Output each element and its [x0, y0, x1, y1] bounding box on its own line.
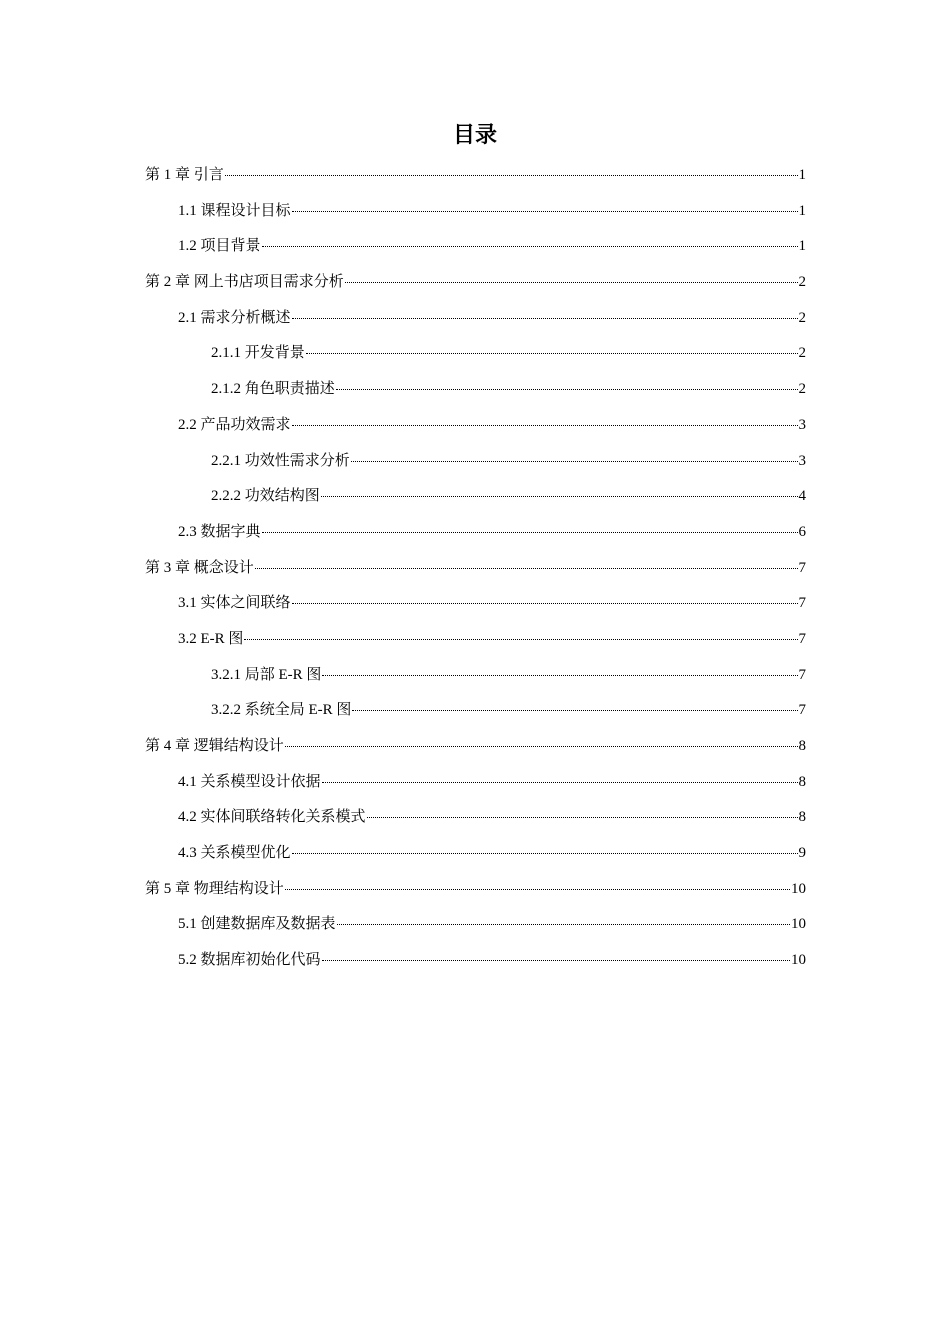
toc-entry[interactable]	[145, 229, 806, 265]
toc-dot-leader	[292, 852, 798, 854]
toc-dot-leader	[322, 781, 798, 783]
toc-entry[interactable]	[145, 158, 806, 194]
toc-dot-leader	[345, 281, 798, 283]
toc-entry[interactable]	[145, 479, 806, 515]
toc-entry-page-number: 2	[798, 274, 806, 291]
toc-entry[interactable]	[145, 551, 806, 587]
toc-dot-leader	[322, 674, 797, 676]
toc-entry-label: 5.1 创建数据库及数据表	[178, 916, 336, 933]
toc-dot-leader	[292, 210, 798, 212]
toc-entry-label: 2.2 产品功效需求	[178, 416, 291, 433]
toc-entry-page-number: 10	[791, 880, 806, 897]
toc-entry-page-number: 6	[798, 523, 806, 540]
toc-entry-label: 2.2.2 功效结构图	[211, 488, 320, 505]
toc-entry-page-number: 7	[798, 595, 806, 612]
toc-entry[interactable]	[145, 765, 806, 801]
toc-title: 目录	[452, 123, 497, 148]
toc-dot-leader	[337, 923, 790, 925]
toc-entry-label: 5.2 数据库初始化代码	[178, 952, 321, 969]
toc-entry-page-number: 3	[798, 416, 806, 433]
toc-entry[interactable]	[145, 372, 806, 408]
toc-entry[interactable]	[145, 658, 806, 694]
toc-entry-label: 2.2.1 功效性需求分析	[211, 452, 350, 469]
toc-entry-label: 3.2.1 局部 E-R 图	[211, 666, 322, 683]
toc-entry-label: 4.1 关系模型设计依据	[178, 773, 321, 790]
toc-entry-label: 1.1 课程设计目标	[178, 202, 291, 219]
toc-entry[interactable]	[145, 943, 806, 979]
toc-entry-page-number: 1	[798, 202, 806, 219]
toc-entry-page-number: 2	[798, 345, 806, 362]
toc-entry-label: 第 4 章 逻辑结构设计	[145, 738, 284, 754]
toc-dot-leader	[352, 709, 797, 711]
toc-entry[interactable]	[145, 265, 806, 301]
toc-entry-page-number: 2	[798, 381, 806, 398]
toc-entry-label: 3.2.2 系统全局 E-R 图	[211, 702, 352, 719]
toc-entry-label: 第 3 章 概念设计	[145, 559, 254, 576]
toc-entry[interactable]	[145, 622, 806, 658]
toc-entry[interactable]	[145, 872, 806, 908]
toc-entry-page-number: 7	[798, 630, 806, 647]
toc-dot-leader	[262, 531, 798, 533]
toc-entry-label: 3.2 E-R 图	[178, 630, 244, 647]
toc-dot-leader	[292, 317, 798, 319]
toc-dot-leader	[336, 388, 798, 390]
toc-entry[interactable]	[145, 907, 806, 943]
toc-dot-leader	[292, 424, 798, 426]
toc-entry-page-number: 2	[798, 309, 806, 326]
toc-entry-page-number: 8	[798, 738, 806, 754]
toc-entry[interactable]	[145, 515, 806, 551]
toc-entry-page-number: 9	[798, 845, 806, 862]
toc-entry[interactable]	[145, 444, 806, 480]
toc-dot-leader	[292, 602, 798, 604]
toc-dot-leader	[225, 174, 798, 176]
toc-entry-label: 第 1 章 引言	[145, 167, 224, 183]
toc-entry-label: 2.1 需求分析概述	[178, 309, 291, 326]
toc-entry-page-number: 7	[798, 559, 806, 576]
toc-dot-leader	[262, 245, 798, 247]
toc-entry-label: 第 2 章 网上书店项目需求分析	[145, 274, 344, 291]
toc-entry-page-number: 4	[798, 488, 806, 505]
toc-dot-leader	[244, 638, 797, 640]
toc-entry-label: 4.3 关系模型优化	[178, 845, 291, 862]
toc-entry[interactable]	[145, 729, 806, 765]
toc-entry-page-number: 3	[798, 452, 806, 469]
toc-entry-page-number: 7	[798, 666, 806, 683]
toc-entry[interactable]	[145, 194, 806, 230]
toc-dot-leader	[322, 959, 790, 961]
toc-entry-page-number: 8	[798, 809, 806, 826]
toc-entry[interactable]	[145, 586, 806, 622]
toc-entry[interactable]	[145, 408, 806, 444]
toc-entry-page-number: 7	[798, 702, 806, 719]
toc-entry[interactable]	[145, 336, 806, 372]
toc-entry[interactable]	[145, 800, 806, 836]
toc-entry-page-number: 10	[791, 916, 806, 933]
toc-dot-leader	[285, 745, 798, 747]
toc-entry[interactable]	[145, 301, 806, 337]
toc-entry-label: 3.1 实体之间联络	[178, 595, 291, 612]
toc-entry[interactable]	[145, 693, 806, 729]
toc-entry-label: 2.1.1 开发背景	[211, 345, 305, 362]
toc-entry-label: 1.2 项目背景	[178, 238, 261, 255]
toc-dot-leader	[285, 888, 790, 890]
toc-entry-label: 第 5 章 物理结构设计	[145, 880, 284, 897]
toc-dot-leader	[306, 352, 798, 354]
toc-entry-page-number: 1	[798, 238, 806, 255]
toc-entry-page-number: 10	[791, 952, 806, 969]
toc-dot-leader	[255, 567, 798, 569]
toc-entry-page-number: 1	[798, 167, 806, 183]
toc-dot-leader	[351, 460, 798, 462]
toc-entry[interactable]	[145, 836, 806, 872]
toc-entry-label: 2.3 数据字典	[178, 523, 261, 540]
toc-entry-label: 2.1.2 角色职责描述	[211, 381, 335, 398]
toc-dot-leader	[367, 816, 798, 818]
toc-dot-leader	[321, 495, 798, 497]
toc-entry-label: 4.2 实体间联络转化关系模式	[178, 809, 366, 826]
toc-list	[145, 158, 806, 979]
toc-entry-page-number: 8	[798, 773, 806, 790]
